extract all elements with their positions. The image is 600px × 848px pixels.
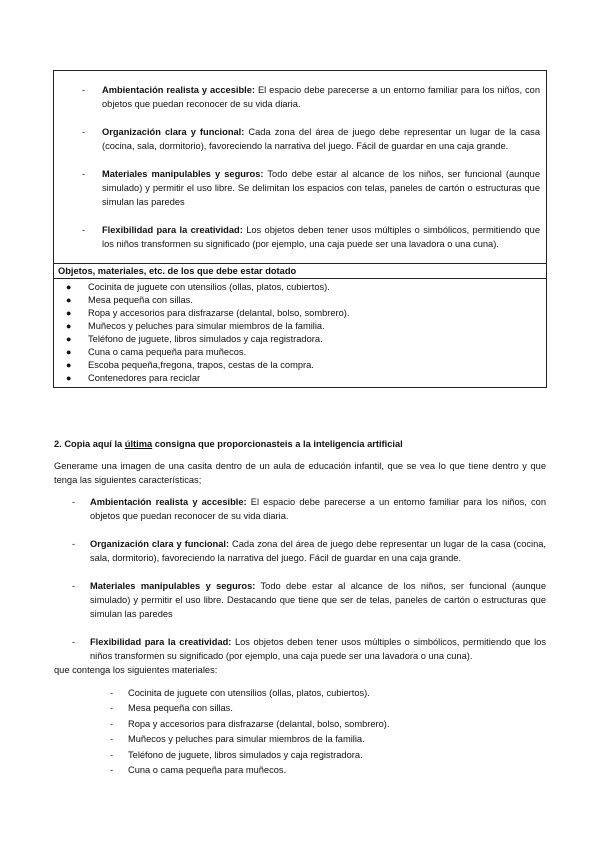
list-item: - Teléfono de juguete, libros simulados y caja registradora. bbox=[110, 748, 530, 763]
criterion-text: Todo debe estar al alcance de los niños, ser funcional (aunque simulado) y permitir el uso libre. Se delimitan los espacios con telas, paneles de cartón o estructuras que simulan las paredes bbox=[102, 169, 540, 207]
dash-marker: - bbox=[72, 581, 76, 591]
criterion-title: Organización clara y funcional: bbox=[90, 539, 230, 549]
materials-list bbox=[54, 279, 546, 387]
criteria-table bbox=[53, 70, 547, 388]
dash-marker: - bbox=[82, 225, 86, 235]
criterion-item bbox=[54, 495, 546, 523]
criterion-text: Cada zona del área de juego debe representar un lugar de la casa (cocina, sala, dormitorio), favoreciendo la narrativa del juego. Fácil de guardar en una caja grande. bbox=[102, 127, 541, 151]
list-item: - Cocinita de juguete con utensilios (ollas, platos, cubiertos). bbox=[110, 686, 530, 701]
list-item: - Cuna o cama pequeña para muñecos. bbox=[110, 763, 530, 778]
list-item: ● Mesa pequeña con sillas. bbox=[66, 295, 193, 305]
dash-marker: - bbox=[110, 688, 114, 698]
dash-marker: - bbox=[110, 718, 114, 729]
criterion-item bbox=[54, 537, 546, 565]
materials-intro: que contenga los siguientes materiales: bbox=[54, 665, 218, 675]
criterion-text: Los objetos deben tener usos múltiples o simbólicos, permitiendo que los niños transformen su significado (por ejemplo, una caja puede ser una lavadora o una cuna). bbox=[102, 225, 541, 249]
dash-marker: - bbox=[110, 764, 114, 775]
dash-marker: - bbox=[72, 637, 76, 647]
criteria-cell bbox=[54, 71, 546, 264]
list-item: ● Cocinita de juguete con utensilios (ollas, platos, cubiertos). bbox=[66, 282, 330, 292]
list-item: ● Ropa y accesorios para disfrazarse (delantal, bolso, sombrero). bbox=[66, 308, 350, 318]
criterion-title: Ambientación realista y accesible: bbox=[90, 497, 247, 507]
criterion-item bbox=[60, 167, 540, 209]
dash-marker: - bbox=[110, 749, 114, 760]
criterion-item bbox=[54, 635, 546, 663]
list-item: - Muñecos y peluches para simular miembros de la familia. bbox=[110, 732, 530, 747]
list-item: ● Escoba pequeña,fregona, trapos, cestas de la compra. bbox=[66, 360, 314, 370]
dash-marker: - bbox=[82, 169, 86, 179]
bullet-icon: ● bbox=[66, 360, 72, 370]
bullet-icon: ● bbox=[66, 295, 72, 305]
criterion-item bbox=[60, 223, 540, 251]
criterion-item bbox=[54, 579, 546, 621]
list-item: - Mesa pequeña con sillas. bbox=[110, 701, 530, 716]
criterion-text: El espacio debe parecerse a un entorno familiar para los niños, con objetos que puedan reconocer de su vida diaria. bbox=[90, 497, 546, 521]
section-2-title: 2. Copia aquí la última consigna que proporcionasteis a la inteligencia artificial bbox=[54, 439, 403, 449]
criterion-text: El espacio debe parecerse a un entorno familiar para los niños, con objetos que puedan reconocer de su vida diaria. bbox=[102, 85, 540, 109]
list-item: ● Contenedores para reciclar bbox=[66, 373, 201, 383]
prompt-materials-list bbox=[110, 686, 530, 778]
dash-marker: - bbox=[110, 703, 114, 714]
bullet-icon: ● bbox=[66, 373, 72, 383]
underlined-word: última bbox=[124, 439, 153, 449]
bullet-icon: ● bbox=[66, 282, 72, 292]
prompt-criteria bbox=[54, 495, 546, 677]
dash-marker: - bbox=[82, 85, 86, 95]
list-item: - Ropa y accesorios para disfrazarse (delantal, bolso, sombrero). bbox=[110, 717, 530, 732]
criterion-title: Materiales manipulables y seguros: bbox=[90, 581, 256, 591]
bullet-icon: ● bbox=[66, 321, 72, 331]
criterion-title: Flexibilidad para la creatividad: bbox=[90, 637, 232, 647]
bullet-icon: ● bbox=[66, 347, 72, 357]
list-item: ● Muñecos y peluches para simular miembros de la familia. bbox=[66, 321, 325, 331]
criterion-text: Cada zona del área de juego debe representar un lugar de la casa (cocina, sala, dormitorio), favoreciendo la narrativa del juego. Fácil de guardar en una caja grande. bbox=[90, 539, 547, 563]
criterion-title: Ambientación realista y accesible: bbox=[102, 85, 256, 95]
criterion-title: Flexibilidad para la creatividad: bbox=[102, 225, 243, 235]
list-item: ● Cuna o cama pequeña para muñecos. bbox=[66, 347, 247, 357]
list-item: ● Teléfono de juguete, libros simulados y caja registradora. bbox=[66, 334, 323, 344]
criterion-title: Materiales manipulables y seguros: bbox=[102, 169, 264, 179]
bullet-icon: ● bbox=[66, 334, 72, 344]
criterion-text: Los objetos deben tener usos múltiples o simbólicos, permitiendo que los niños transformen su significado (por ejemplo, una caja puede ser una lavadora o una cuna). bbox=[90, 637, 546, 661]
dash-marker: - bbox=[72, 539, 76, 549]
dash-marker: - bbox=[110, 734, 114, 745]
dash-marker: - bbox=[82, 127, 86, 137]
prompt-intro: Generame una imagen de una casita dentro de un aula de educación infantil, que se vea lo que tiene dentro y que tenga las siguientes características; bbox=[54, 461, 546, 485]
materials-header: Objetos, materiales, etc. de los que debe estar dotado bbox=[54, 264, 546, 279]
criterion-title: Organización clara y funcional: bbox=[102, 127, 245, 137]
dash-marker: - bbox=[72, 497, 76, 507]
criterion-item bbox=[60, 125, 540, 153]
criterion-item bbox=[60, 83, 540, 111]
bullet-icon: ● bbox=[66, 308, 72, 318]
criterion-text: Todo debe estar al alcance de los niños, ser funcional (aunque simulado) y permitir el uso libre. Destacando que tiene que ser de telas, paneles de cartón o estructuras que simulan las paredes bbox=[90, 581, 546, 619]
